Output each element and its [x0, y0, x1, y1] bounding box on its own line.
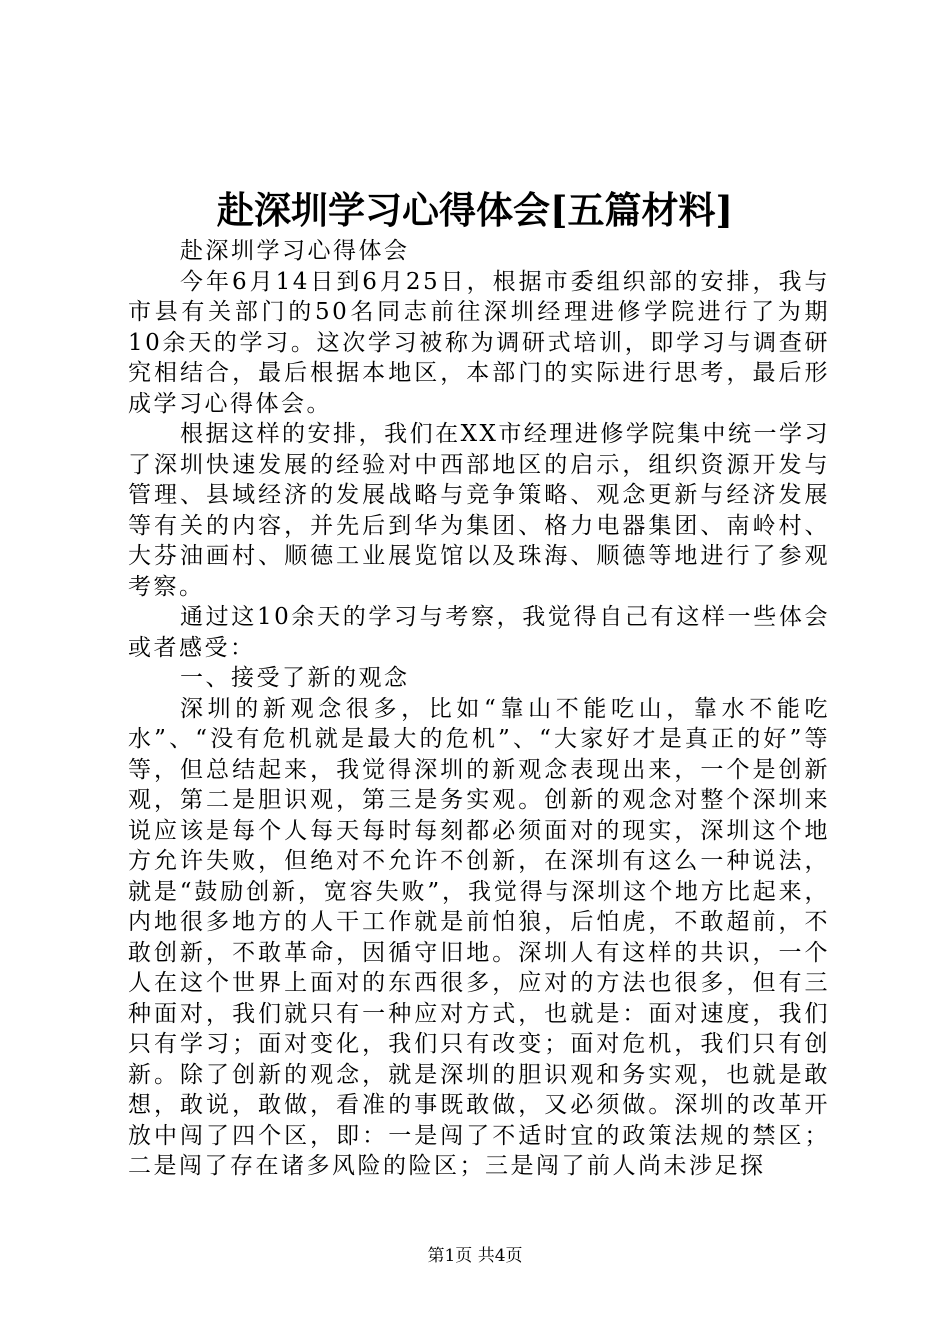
section-heading: 一、接受了新的观念 — [180, 665, 410, 691]
document-title: 赴深圳学习心得体会[五篇材料] — [216, 188, 733, 232]
study-content-paragraph: 根据这样的安排，我们在XX市经理进修学院集中统一学习了深圳快速发展的经验对中西部地区的启示，组织资源开发与管理、县域经济的发展战略与竞争策略、观念更新与经济发展等有关的内容，并先后到华为集团、格力电器集团、南岭村、大芬油画村、顺德工业展览馆以及珠海、顺德等地进行了参观考察。 — [128, 421, 830, 600]
subtitle-paragraph: 赴深圳学习心得体会 — [180, 238, 410, 264]
document-body — [128, 236, 830, 1182]
new-concepts-paragraph: 深圳的新观念很多，比如“靠山不能吃山，靠水不能吃水”、“没有危机就是最大的危机”、“大家好才是真正的好”等等，但总结起来，我觉得深圳的新观念表现出来，一个是创新观，第二是胆识观，第三是务实观。创新的观念对整个深圳来说应该是每个人每天每时每刻都必须面对的现实，深圳这个地方允许失败，但绝对不允许不创新，在深圳有这么一种说法，就是“鼓励创新，宽容失败”，我觉得与深圳这个地方比起来，内地很多地方的人干工作就是前怕狼，后怕虎，不敢超前，不敢创新，不敢革命，因循守旧地。深圳人有这样的共识，一个人在这个世界上面对的东西很多，应对的方法也很多，但有三种面对，我们就只有一种应对方式，也就是：面对速度，我们只有学习；面对变化，我们只有改变；面对危机，我们只有创新。除了创新的观念，就是深圳的胆识观和务实观，也就是敢想，敢说，敢做，看准的事既敢做，又必须做。深圳的改革开放中闯了四个区，即：一是闯了不适时宜的政策法规的禁区；二是闯了存在诸多风险的险区；三是闯了前人尚未涉足探 — [128, 695, 830, 1179]
intro-paragraph: 今年6月14日到6月25日，根据市委组织部的安排，我与市县有关部门的50名同志前往深圳经理进修学院进行了为期10余天的学习。这次学习被称为调研式培训，即学习与调查研究相结合，最后根据本地区，本部门的实际进行思考，最后形成学习心得体会。 — [128, 268, 830, 417]
page-number-footer: 第1页 共4页 — [427, 1246, 523, 1266]
reflection-intro-paragraph: 通过这10余天的学习与考察，我觉得自己有这样一些体会或者感受： — [128, 604, 830, 661]
